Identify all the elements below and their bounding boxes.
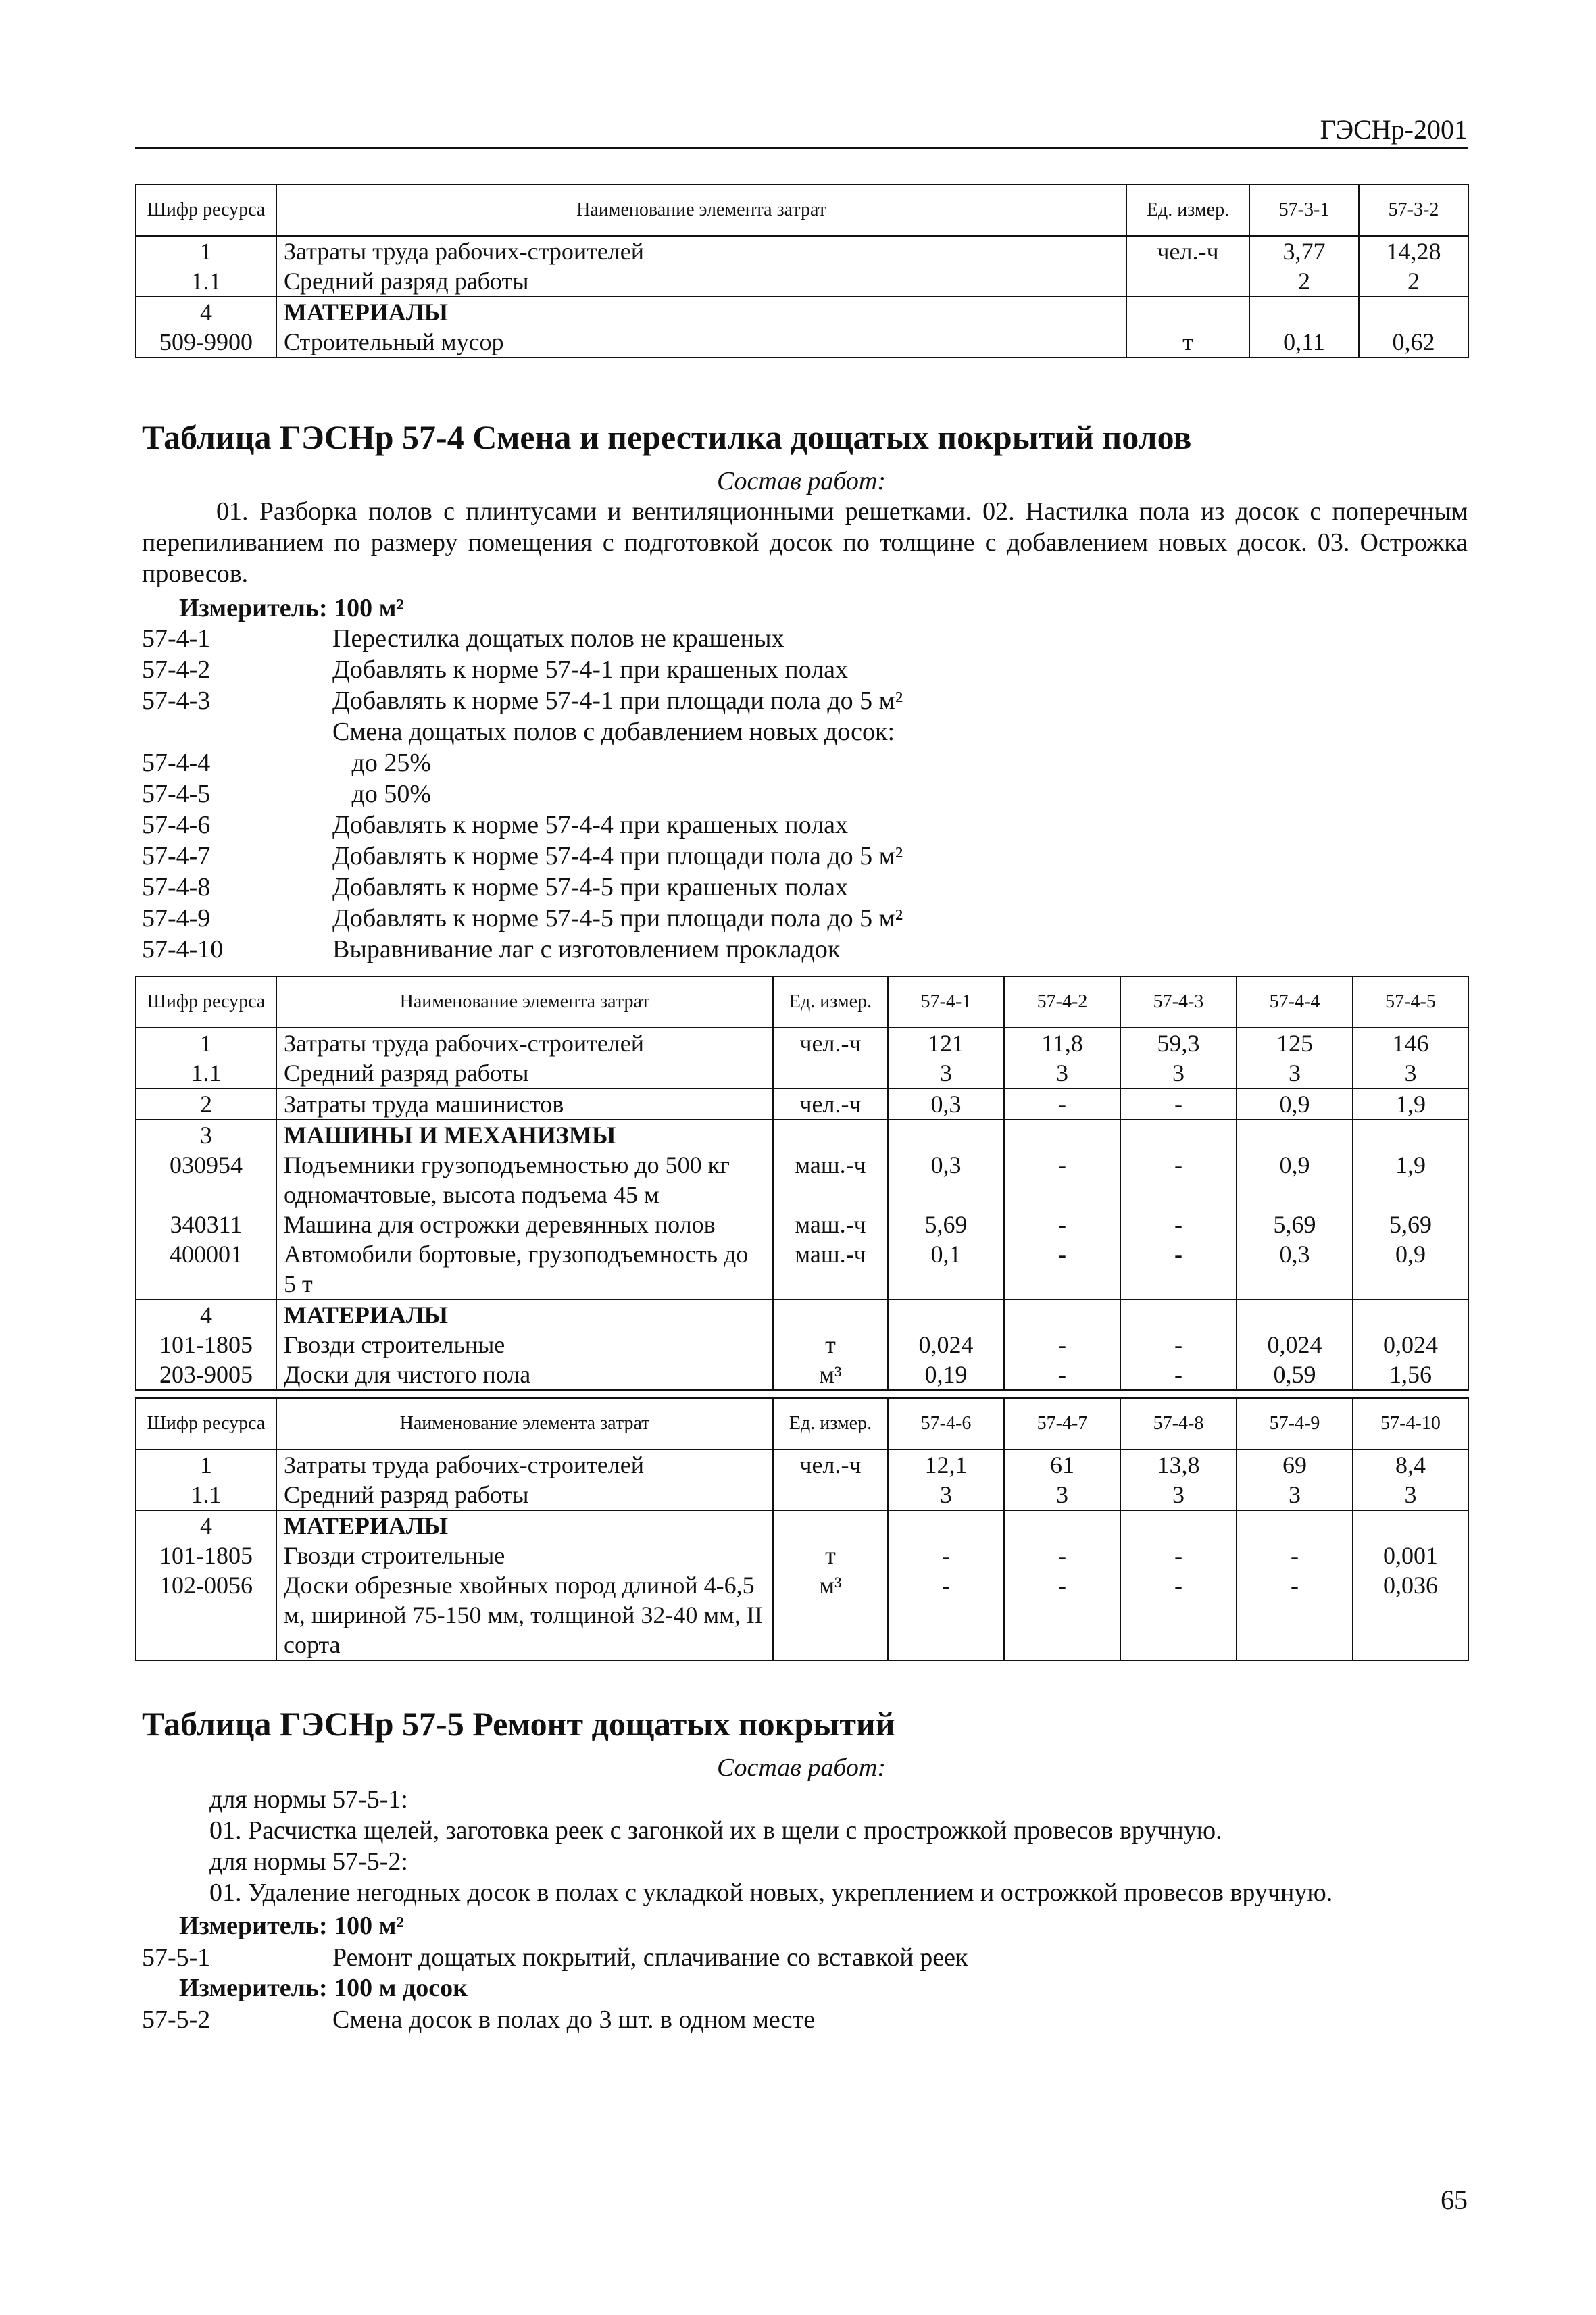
resource-code: 102-0056 xyxy=(136,1570,276,1660)
norm-code: 57-4-10 xyxy=(142,935,224,964)
norm-57-5-2 xyxy=(142,2004,815,2035)
norm-value: - xyxy=(1237,1570,1353,1660)
resource-code: 1.1 xyxy=(136,1480,276,1510)
norm-value: 2 xyxy=(1359,266,1468,297)
norm-value: 3 xyxy=(1120,1480,1237,1510)
norm-value xyxy=(1237,1510,1353,1541)
measure-57-4: Измеритель: 100 м² xyxy=(179,594,404,622)
norm-value xyxy=(888,1299,1004,1330)
table-row xyxy=(136,266,1468,297)
composition-line: для нормы 57-5-2: xyxy=(209,1847,408,1876)
running-header: ГЭСНр-2001 xyxy=(1320,114,1468,145)
page-number: 65 xyxy=(1441,2185,1468,2215)
norm-row xyxy=(142,810,903,841)
table-row xyxy=(136,1480,1468,1510)
norm-value: - xyxy=(1120,1150,1237,1210)
norm-row xyxy=(142,903,903,934)
table-row xyxy=(136,1028,1468,1058)
norm-value xyxy=(1353,1510,1468,1541)
norm-value xyxy=(1353,1120,1468,1150)
norm-value: 8,4 xyxy=(1353,1449,1468,1480)
table-row xyxy=(136,327,1468,357)
resource-code: 4 xyxy=(136,1510,276,1541)
cost-element-name: Затраты труда машинистов xyxy=(276,1089,773,1120)
cost-element-name: Затраты труда рабочих-строителей xyxy=(276,1028,773,1058)
norm-value: - xyxy=(1004,1330,1120,1360)
resource-table-57-4-b xyxy=(135,1397,1469,1661)
cost-element-name: Доски для чистого пола xyxy=(276,1360,773,1390)
column-header: Наименование элемента затрат xyxy=(276,184,1126,236)
unit xyxy=(773,1120,888,1150)
unit xyxy=(773,1480,888,1510)
norm-value: 0,9 xyxy=(1353,1239,1468,1299)
resource-code: 1 xyxy=(136,1449,276,1480)
table-row xyxy=(136,1510,1468,1541)
norm-code: 57-5-2 xyxy=(142,2006,211,2034)
cost-element-name: Доски обрезные хвойных пород длиной 4-6,5 м, шириной 75-150 мм, толщиной 32-40 мм, II сорта xyxy=(276,1570,773,1660)
composition-text-57-4: 01. Разборка полов с плинтусами и вентиляционными решетками. 02. Настилка пола из досок с поперечным перепиливанием по размеру помещения с подготовкой досок по толщине с добавлением новых досок. 03. Острожка провесов. xyxy=(142,497,1468,588)
resource-code: 3 xyxy=(136,1120,276,1150)
column-header: 57-4-9 xyxy=(1237,1398,1353,1449)
resource-code: 509-9900 xyxy=(136,327,276,357)
norm-code: 57-4-3 xyxy=(142,687,211,715)
cost-element-name: МАТЕРИАЛЫ xyxy=(276,297,1126,327)
column-header: Ед. измер. xyxy=(773,976,888,1028)
norm-value xyxy=(1120,1510,1237,1541)
norm-text: Выравнивание лаг с изготовлением прокладок xyxy=(332,935,841,964)
column-header: 57-4-7 xyxy=(1004,1398,1120,1449)
cost-element-name: МАШИНЫ И МЕХАНИЗМЫ xyxy=(276,1120,773,1150)
norm-value: 3,77 xyxy=(1249,236,1359,266)
norm-value: 3 xyxy=(1120,1058,1237,1089)
norm-value: - xyxy=(1004,1089,1120,1120)
cost-element-name: Машина для острожки деревянных полов xyxy=(276,1210,773,1239)
norm-row xyxy=(142,841,903,872)
norm-value: 0,024 xyxy=(1237,1330,1353,1360)
cost-element-name: Подъемники грузоподъемностью до 500 кг одномачтовые, высота подъема 45 м xyxy=(276,1150,773,1210)
table-row xyxy=(136,1299,1468,1330)
table-row xyxy=(136,1449,1468,1480)
norm-value: 3 xyxy=(1004,1058,1120,1089)
norm-row xyxy=(142,654,903,685)
norm-value: 0,3 xyxy=(1237,1239,1353,1299)
column-header: Ед. измер. xyxy=(1126,184,1249,236)
unit: чел.-ч xyxy=(1126,236,1249,266)
column-header: Наименование элемента затрат xyxy=(276,976,773,1028)
norm-value: 3 xyxy=(888,1058,1004,1089)
norm-value: 61 xyxy=(1004,1449,1120,1480)
norm-value: 0,3 xyxy=(888,1089,1004,1120)
norm-value: - xyxy=(1004,1239,1120,1299)
table-row xyxy=(136,297,1468,327)
column-header: 57-4-3 xyxy=(1120,976,1237,1028)
norm-value: - xyxy=(888,1541,1004,1570)
table-row xyxy=(136,1330,1468,1360)
norm-value xyxy=(1359,297,1468,327)
norm-value: 0,62 xyxy=(1359,327,1468,357)
resource-code: 1 xyxy=(136,1028,276,1058)
norm-value: 0,19 xyxy=(888,1360,1004,1390)
resource-table-57-3 xyxy=(135,184,1469,358)
norm-value: 0,3 xyxy=(888,1150,1004,1210)
norm-value: - xyxy=(1004,1570,1120,1660)
unit: чел.-ч xyxy=(773,1449,888,1480)
norm-value: 0,001 xyxy=(1353,1541,1468,1570)
unit: т xyxy=(1126,327,1249,357)
resource-code: 203-9005 xyxy=(136,1360,276,1390)
cost-element-name: Автомобили бортовые, грузоподъемность до 5 т xyxy=(276,1239,773,1299)
composition-line: 01. Расчистка щелей, заготовка реек с загонкой их в щели с прострожкой провесов вручную. xyxy=(209,1816,1222,1845)
norm-code: 57-4-9 xyxy=(142,904,211,932)
column-header: 57-4-6 xyxy=(888,1398,1004,1449)
norm-value: - xyxy=(1004,1541,1120,1570)
column-header: 57-4-10 xyxy=(1353,1398,1468,1449)
norm-text: Добавлять к норме 57-4-5 при площади пола до 5 м² xyxy=(332,904,903,932)
norm-value: 1,9 xyxy=(1353,1089,1468,1120)
norm-value: 3 xyxy=(1237,1480,1353,1510)
norm-value: 11,8 xyxy=(1004,1028,1120,1058)
norm-text: Добавлять к норме 57-4-1 при площади пола до 5 м² xyxy=(332,687,903,715)
norm-code: 57-4-1 xyxy=(142,624,211,653)
column-header: 57-4-4 xyxy=(1237,976,1353,1028)
norm-value: - xyxy=(1237,1541,1353,1570)
norm-value xyxy=(1120,1299,1237,1330)
unit: маш.-ч xyxy=(773,1210,888,1239)
norm-value: 0,59 xyxy=(1237,1360,1353,1390)
norm-value: 3 xyxy=(1004,1480,1120,1510)
norm-value xyxy=(1004,1120,1120,1150)
section-title-57-5: Таблица ГЭСНр 57-5 Ремонт дощатых покрытий xyxy=(142,1705,895,1743)
column-header: Шифр ресурса xyxy=(136,184,276,236)
cost-element-name: Гвозди строительные xyxy=(276,1541,773,1570)
unit xyxy=(1126,266,1249,297)
norm-value: 5,69 xyxy=(1237,1210,1353,1239)
norm-row xyxy=(142,623,903,654)
norm-value: - xyxy=(1120,1330,1237,1360)
resource-code: 1.1 xyxy=(136,1058,276,1089)
norm-value xyxy=(1237,1299,1353,1330)
norm-value: - xyxy=(1120,1239,1237,1299)
norm-value: 0,9 xyxy=(1237,1150,1353,1210)
norm-row xyxy=(142,685,903,716)
composition-lines-57-5 xyxy=(209,1784,1332,1908)
column-header: 57-3-2 xyxy=(1359,184,1468,236)
norm-code: 57-4-4 xyxy=(142,749,211,777)
cost-element-name: Средний разряд работы xyxy=(276,1480,773,1510)
composition-label-57-4: Состав работ: xyxy=(716,467,887,495)
norm-value: 3 xyxy=(888,1480,1004,1510)
table-row xyxy=(136,1239,1468,1299)
norm-code: 57-4-7 xyxy=(142,842,211,870)
norm-value: 121 xyxy=(888,1028,1004,1058)
norm-value xyxy=(888,1120,1004,1150)
norm-value: 0,9 xyxy=(1237,1089,1353,1120)
norm-value: 125 xyxy=(1237,1028,1353,1058)
measure-57-5-1: Измеритель: 100 м² xyxy=(179,1912,404,1940)
cost-element-name: Затраты труда рабочих-строителей xyxy=(276,236,1126,266)
resource-table-57-4-a xyxy=(135,976,1469,1391)
column-header: 57-4-5 xyxy=(1353,976,1468,1028)
resource-code: 101-1805 xyxy=(136,1330,276,1360)
measure-57-5-2: Измеритель: 100 м досок xyxy=(179,1974,468,2002)
table-row xyxy=(136,1089,1468,1120)
composition-label-57-5: Состав работ: xyxy=(716,1753,887,1782)
norm-value: 1,9 xyxy=(1353,1150,1468,1210)
table-row xyxy=(136,1210,1468,1239)
norm-code: 57-4-2 xyxy=(142,655,211,684)
norm-value: 0,036 xyxy=(1353,1570,1468,1660)
cost-element-name: Средний разряд работы xyxy=(276,1058,773,1089)
resource-code: 030954 xyxy=(136,1150,276,1210)
norm-value: 3 xyxy=(1353,1480,1468,1510)
norm-value: 3 xyxy=(1353,1058,1468,1089)
column-header: 57-3-1 xyxy=(1249,184,1359,236)
table-row xyxy=(136,1058,1468,1089)
unit: т xyxy=(773,1541,888,1570)
norm-text: Ремонт дощатых покрытий, сплачивание со вставкой реек xyxy=(332,1943,968,1972)
norm-value xyxy=(1237,1120,1353,1150)
norm-text: Добавлять к норме 57-4-5 при крашеных полах xyxy=(332,873,849,901)
norm-value: - xyxy=(1004,1150,1120,1210)
norm-value xyxy=(1004,1510,1120,1541)
unit: маш.-ч xyxy=(773,1239,888,1299)
norm-text: Смена досок в полах до 3 шт. в одном месте xyxy=(332,2006,816,2034)
column-header: Шифр ресурса xyxy=(136,1398,276,1449)
norm-text: Добавлять к норме 57-4-4 при площади пола до 5 м² xyxy=(332,842,903,870)
norm-value: 5,69 xyxy=(888,1210,1004,1239)
column-header: Ед. измер. xyxy=(773,1398,888,1449)
norm-value: - xyxy=(1120,1360,1237,1390)
table-row xyxy=(136,1570,1468,1660)
resource-code: 4 xyxy=(136,1299,276,1330)
norm-value: 0,1 xyxy=(888,1239,1004,1299)
norm-text: Добавлять к норме 57-4-4 при крашеных полах xyxy=(332,811,849,839)
norm-row xyxy=(142,934,903,965)
norm-value xyxy=(1249,297,1359,327)
table-row xyxy=(136,1120,1468,1150)
norm-value: - xyxy=(888,1570,1004,1660)
norm-value: - xyxy=(1004,1210,1120,1239)
norm-text: Добавлять к норме 57-4-1 при крашеных полах xyxy=(332,655,849,684)
header-rule xyxy=(135,147,1468,149)
resource-code: 340311 xyxy=(136,1210,276,1239)
resource-code: 101-1805 xyxy=(136,1541,276,1570)
unit: т xyxy=(773,1330,888,1360)
norm-row xyxy=(142,716,903,747)
unit: м³ xyxy=(773,1570,888,1660)
unit: чел.-ч xyxy=(773,1089,888,1120)
unit xyxy=(773,1510,888,1541)
unit: маш.-ч xyxy=(773,1150,888,1210)
norm-value: 12,1 xyxy=(888,1449,1004,1480)
norm-value: - xyxy=(1004,1360,1120,1390)
unit: чел.-ч xyxy=(773,1028,888,1058)
norm-value: 0,024 xyxy=(1353,1330,1468,1360)
norm-value xyxy=(1353,1299,1468,1330)
resource-code: 1 xyxy=(136,236,276,266)
norm-value: - xyxy=(1120,1541,1237,1570)
column-header: 57-4-8 xyxy=(1120,1398,1237,1449)
norm-value: - xyxy=(1120,1089,1237,1120)
cost-element-name: Строительный мусор xyxy=(276,327,1126,357)
unit xyxy=(773,1299,888,1330)
resource-code: 400001 xyxy=(136,1239,276,1299)
resource-code: 2 xyxy=(136,1089,276,1120)
norm-value: - xyxy=(1120,1210,1237,1239)
column-header: Наименование элемента затрат xyxy=(276,1398,773,1449)
norm-value xyxy=(1004,1299,1120,1330)
norm-text: Смена дощатых полов с добавлением новых досок: xyxy=(332,718,895,746)
norm-text: до 50% xyxy=(332,780,431,808)
norm-value: 14,28 xyxy=(1359,236,1468,266)
section-title-57-4: Таблица ГЭСНр 57-4 Смена и перестилка дощатых покрытий полов xyxy=(142,418,1192,456)
resource-code: 4 xyxy=(136,297,276,327)
norm-code: 57-5-1 xyxy=(142,1943,211,1972)
table-row xyxy=(136,1541,1468,1570)
table-row xyxy=(136,236,1468,266)
unit xyxy=(1126,297,1249,327)
cost-element-name: Затраты труда рабочих-строителей xyxy=(276,1449,773,1480)
cost-element-name: Средний разряд работы xyxy=(276,266,1126,297)
norm-row xyxy=(142,872,903,903)
norm-code: 57-4-6 xyxy=(142,811,211,839)
norm-list-57-4 xyxy=(142,623,903,965)
unit xyxy=(773,1058,888,1089)
norm-value: 146 xyxy=(1353,1028,1468,1058)
cost-element-name: Гвозди строительные xyxy=(276,1330,773,1360)
norm-code: 57-4-5 xyxy=(142,780,211,808)
norm-row xyxy=(142,747,903,778)
composition-line: для нормы 57-5-1: xyxy=(209,1785,408,1814)
norm-row xyxy=(142,778,903,810)
norm-value: 13,8 xyxy=(1120,1449,1237,1480)
cost-element-name: МАТЕРИАЛЫ xyxy=(276,1299,773,1330)
norm-code xyxy=(142,716,332,747)
norm-value: 69 xyxy=(1237,1449,1353,1480)
norm-value: 5,69 xyxy=(1353,1210,1468,1239)
norm-code: 57-4-8 xyxy=(142,873,211,901)
table-row xyxy=(136,1150,1468,1210)
norm-57-5-1 xyxy=(142,1942,968,1973)
norm-text: Перестилка дощатых полов не крашеных xyxy=(332,624,784,653)
norm-value xyxy=(1120,1120,1237,1150)
table-row xyxy=(136,1360,1468,1390)
norm-value xyxy=(888,1510,1004,1541)
unit: м³ xyxy=(773,1360,888,1390)
norm-value: 3 xyxy=(1237,1058,1353,1089)
norm-value: 2 xyxy=(1249,266,1359,297)
norm-value: 59,3 xyxy=(1120,1028,1237,1058)
norm-value: 1,56 xyxy=(1353,1360,1468,1390)
column-header: 57-4-1 xyxy=(888,976,1004,1028)
norm-value: - xyxy=(1120,1570,1237,1660)
composition-line: 01. Удаление негодных досок в полах с укладкой новых, укреплением и острожкой провесов вручную. xyxy=(209,1878,1333,1907)
column-header: Шифр ресурса xyxy=(136,976,276,1028)
norm-value: 0,024 xyxy=(888,1330,1004,1360)
norm-text: до 25% xyxy=(332,749,431,777)
norm-value: 0,11 xyxy=(1249,327,1359,357)
cost-element-name: МАТЕРИАЛЫ xyxy=(276,1510,773,1541)
resource-code: 1.1 xyxy=(136,266,276,297)
column-header: 57-4-2 xyxy=(1004,976,1120,1028)
